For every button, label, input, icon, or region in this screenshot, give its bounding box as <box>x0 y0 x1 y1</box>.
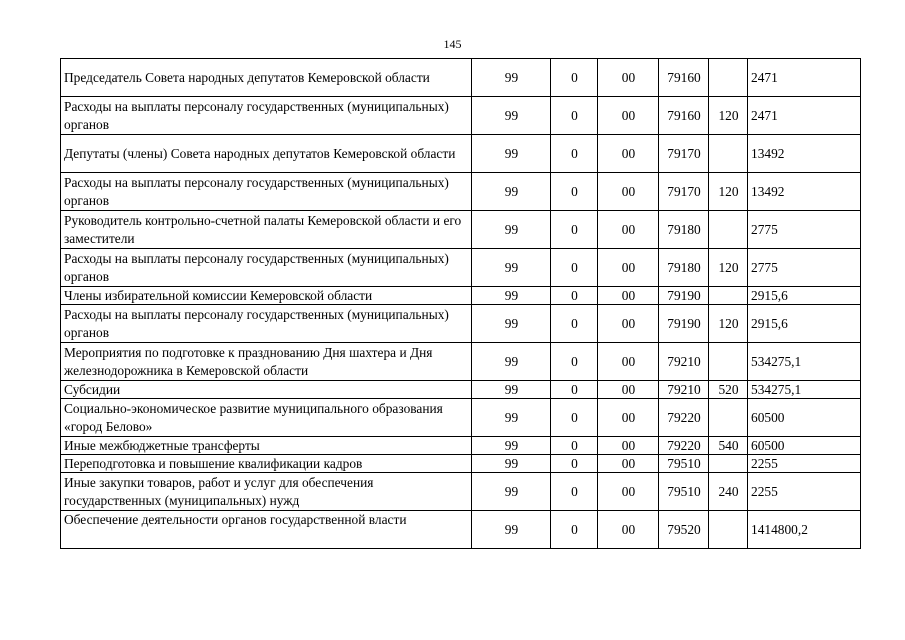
code-cell: 120 <box>709 249 748 287</box>
code-cell: 79170 <box>659 135 709 173</box>
row-name: Расходы на выплаты персоналу государственных (муниципальных) органов <box>61 97 472 135</box>
code-cell: 99 <box>472 173 551 211</box>
table-row <box>61 173 861 211</box>
code-cell: 00 <box>598 305 659 343</box>
amount-cell: 2775 <box>748 211 861 249</box>
amount-cell: 2471 <box>748 59 861 97</box>
code-cell: 00 <box>598 249 659 287</box>
table-row <box>61 399 861 437</box>
table-row <box>61 211 861 249</box>
code-cell: 0 <box>551 135 598 173</box>
code-cell: 0 <box>551 381 598 399</box>
code-cell: 99 <box>472 473 551 511</box>
code-cell: 0 <box>551 473 598 511</box>
code-cell: 0 <box>551 399 598 437</box>
code-cell: 79210 <box>659 343 709 381</box>
code-cell: 00 <box>598 399 659 437</box>
code-cell: 79190 <box>659 287 709 305</box>
code-cell: 99 <box>472 211 551 249</box>
amount-cell: 13492 <box>748 135 861 173</box>
code-cell: 79180 <box>659 249 709 287</box>
code-cell: 00 <box>598 59 659 97</box>
code-cell: 79510 <box>659 473 709 511</box>
code-cell <box>709 287 748 305</box>
code-cell: 99 <box>472 249 551 287</box>
code-cell: 0 <box>551 97 598 135</box>
code-cell: 120 <box>709 97 748 135</box>
code-cell: 0 <box>551 437 598 455</box>
row-name: Иные закупки товаров, работ и услуг для обеспечения государственных (муниципальных) нужд <box>61 473 472 511</box>
code-cell: 79170 <box>659 173 709 211</box>
amount-cell: 60500 <box>748 437 861 455</box>
code-cell: 99 <box>472 399 551 437</box>
code-cell: 79180 <box>659 211 709 249</box>
amount-cell: 2471 <box>748 97 861 135</box>
code-cell: 520 <box>709 381 748 399</box>
code-cell <box>709 59 748 97</box>
code-cell: 540 <box>709 437 748 455</box>
table-row <box>61 135 861 173</box>
amount-cell: 60500 <box>748 399 861 437</box>
code-cell: 00 <box>598 343 659 381</box>
code-cell: 99 <box>472 287 551 305</box>
row-name: Члены избирательной комиссии Кемеровской области <box>61 287 472 305</box>
code-cell <box>709 211 748 249</box>
code-cell: 0 <box>551 305 598 343</box>
table-row <box>61 437 861 455</box>
code-cell <box>709 455 748 473</box>
table-row <box>61 97 861 135</box>
code-cell: 79160 <box>659 59 709 97</box>
row-name: Расходы на выплаты персоналу государственных (муниципальных) органов <box>61 173 472 211</box>
budget-table <box>60 58 861 549</box>
code-cell: 00 <box>598 211 659 249</box>
code-cell: 99 <box>472 135 551 173</box>
code-cell: 99 <box>472 511 551 549</box>
code-cell <box>709 511 748 549</box>
table-row <box>61 343 861 381</box>
amount-cell: 2255 <box>748 455 861 473</box>
row-name: Расходы на выплаты персоналу государственных (муниципальных) органов <box>61 249 472 287</box>
code-cell: 00 <box>598 97 659 135</box>
row-name: Иные межбюджетные трансферты <box>61 437 472 455</box>
row-name: Председатель Совета народных депутатов Кемеровской области <box>61 59 472 97</box>
code-cell: 79160 <box>659 97 709 135</box>
table-row <box>61 287 861 305</box>
code-cell: 00 <box>598 511 659 549</box>
row-name: Руководитель контрольно-счетной палаты Кемеровской области и его заместители <box>61 211 472 249</box>
code-cell <box>709 399 748 437</box>
code-cell: 00 <box>598 473 659 511</box>
row-name: Переподготовка и повышение квалификации кадров <box>61 455 472 473</box>
table-row <box>61 511 861 549</box>
code-cell: 99 <box>472 381 551 399</box>
code-cell: 0 <box>551 455 598 473</box>
code-cell: 00 <box>598 135 659 173</box>
row-name: Социально-экономическое развитие муниципального образования «город Белово» <box>61 399 472 437</box>
amount-cell: 2915,6 <box>748 287 861 305</box>
page-number: 145 <box>443 37 462 51</box>
code-cell: 0 <box>551 511 598 549</box>
code-cell: 0 <box>551 59 598 97</box>
code-cell: 0 <box>551 173 598 211</box>
amount-cell: 2255 <box>748 473 861 511</box>
code-cell: 00 <box>598 173 659 211</box>
code-cell: 99 <box>472 437 551 455</box>
amount-cell: 1414800,2 <box>748 511 861 549</box>
table-row <box>61 455 861 473</box>
code-cell: 99 <box>472 343 551 381</box>
amount-cell: 13492 <box>748 173 861 211</box>
row-name: Расходы на выплаты персоналу государственных (муниципальных) органов <box>61 305 472 343</box>
table-row <box>61 473 861 511</box>
code-cell: 99 <box>472 59 551 97</box>
code-cell: 99 <box>472 97 551 135</box>
code-cell: 00 <box>598 381 659 399</box>
code-cell: 79190 <box>659 305 709 343</box>
amount-cell: 2915,6 <box>748 305 861 343</box>
code-cell: 120 <box>709 305 748 343</box>
table-row <box>61 59 861 97</box>
code-cell: 00 <box>598 437 659 455</box>
table-row <box>61 305 861 343</box>
code-cell: 79520 <box>659 511 709 549</box>
row-name: Обеспечение деятельности органов государственной власти <box>61 511 472 549</box>
code-cell <box>709 135 748 173</box>
code-cell: 120 <box>709 173 748 211</box>
code-cell: 0 <box>551 287 598 305</box>
code-cell: 99 <box>472 305 551 343</box>
amount-cell: 2775 <box>748 249 861 287</box>
code-cell: 79220 <box>659 437 709 455</box>
code-cell: 79210 <box>659 381 709 399</box>
code-cell: 00 <box>598 287 659 305</box>
code-cell <box>709 343 748 381</box>
code-cell: 0 <box>551 343 598 381</box>
table-row <box>61 381 861 399</box>
amount-cell: 534275,1 <box>748 381 861 399</box>
row-name: Субсидии <box>61 381 472 399</box>
row-name: Депутаты (члены) Совета народных депутатов Кемеровской области <box>61 135 472 173</box>
code-cell: 79510 <box>659 455 709 473</box>
code-cell: 240 <box>709 473 748 511</box>
table-row <box>61 249 861 287</box>
amount-cell: 534275,1 <box>748 343 861 381</box>
code-cell: 99 <box>472 455 551 473</box>
code-cell: 0 <box>551 249 598 287</box>
code-cell: 79220 <box>659 399 709 437</box>
code-cell: 00 <box>598 455 659 473</box>
row-name: Мероприятия по подготовке к празднованию Дня шахтера и Дня железнодорожника в Кемеровской области <box>61 343 472 381</box>
code-cell: 0 <box>551 211 598 249</box>
